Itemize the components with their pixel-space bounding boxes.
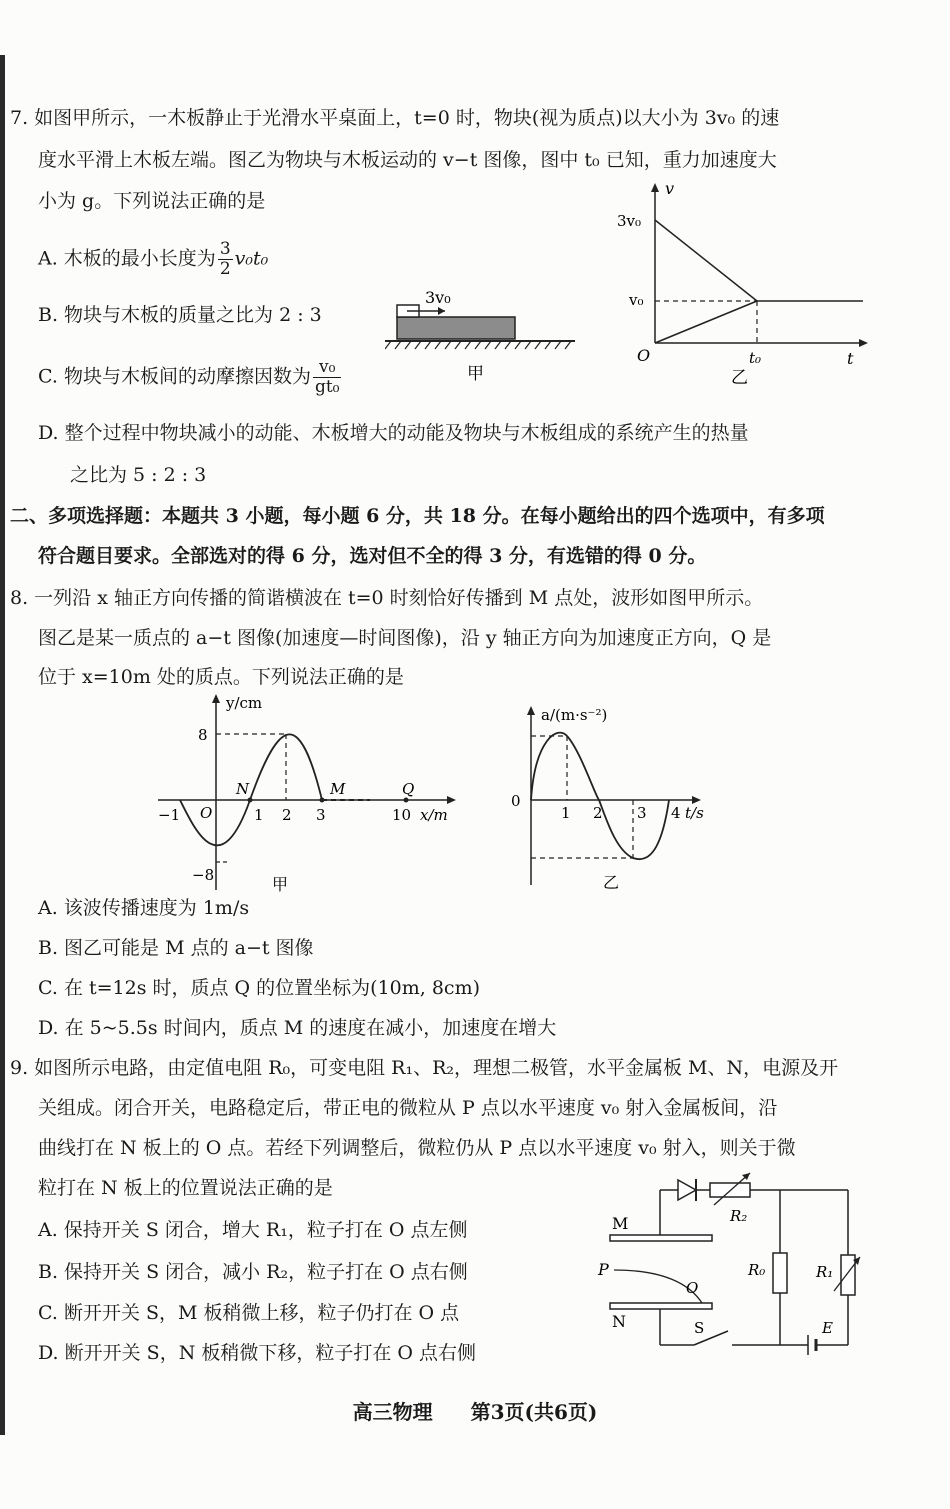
q7-t0-label: t₀ <box>749 349 762 367</box>
q7-origin-label: O <box>637 346 651 365</box>
q8b-origin-label: 0 <box>511 792 521 810</box>
q9-r1-resistor <box>841 1255 855 1295</box>
q7-stem-line-3: 小为 g。下列说法正确的是 <box>38 190 266 212</box>
q9-option-b: B. 保持开关 S 闭合，减小 R₂，粒子打在 O 点右侧 <box>38 1261 468 1283</box>
q8-y-minus-8-label: −8 <box>192 866 215 884</box>
section-2-line-1: 二、多项选择题：本题共 3 小题，每小题 6 分，共 18 分。在每小题给出的四个选项中，有多项 <box>10 505 825 527</box>
q8-x-2-label: 2 <box>282 806 292 824</box>
q7-v-axis-arrow <box>651 183 659 192</box>
q9-option-d: D. 断开开关 S，N 板稍微下移，粒子打在 O 点右侧 <box>38 1342 477 1364</box>
q9-stem-line-2: 关组成。闭合开关，电路稳定后，带正电的微粒从 P 点以水平速度 v₀ 射入金属板间，沿 <box>38 1097 778 1119</box>
q7-surface-hatching <box>385 341 571 349</box>
q9-stem-line-4: 粒打在 N 板上的位置说法正确的是 <box>38 1177 333 1199</box>
q9-diode <box>678 1180 696 1200</box>
q8b-t-1-label: 1 <box>561 804 571 822</box>
q8-point-n-label: N <box>236 780 250 798</box>
q7-v-axis-label: v <box>665 179 675 198</box>
page-footer <box>0 1396 950 1425</box>
q7-velocity-arrowhead <box>438 307 445 315</box>
q7-figure-yi <box>615 178 875 393</box>
q9-option-a: A. 保持开关 S 闭合，增大 R₁，粒子打在 O 点左侧 <box>38 1219 468 1241</box>
q7-figure-yi-label: 乙 <box>731 368 748 388</box>
q8-y-8-label: 8 <box>198 726 208 744</box>
q8-point-m <box>320 798 325 803</box>
q8-x-3-label: 3 <box>316 806 326 824</box>
q8-point-n <box>248 798 253 803</box>
q9-plate-m <box>610 1235 712 1241</box>
q8-waveform <box>180 734 322 845</box>
q8-x-minus-1-label: −1 <box>158 806 181 824</box>
q8-y-axis-arrow <box>212 694 220 703</box>
q8b-figure-label: 乙 <box>603 873 620 892</box>
q7-board <box>397 317 515 339</box>
q9-r2-label: R₂ <box>730 1207 748 1225</box>
q8b-t-2-label: 2 <box>593 804 603 822</box>
q9-battery-label: E <box>822 1319 833 1337</box>
q8-point-q-label: Q <box>402 780 415 798</box>
scan-edge <box>0 55 5 1435</box>
q8-figure-yi <box>505 700 730 895</box>
q7-block-velocity-line <box>655 220 757 301</box>
q8b-t-axis-arrow <box>692 796 701 804</box>
q8-stem-line-1: 8. 一列沿 x 轴正方向传播的简谐横波在 t=0 时刻恰好传播到 M 点处，波形如图甲所示。 <box>10 587 764 609</box>
q7-board-velocity-line <box>655 301 757 343</box>
q8-option-b: B. 图乙可能是 M 点的 a−t 图像 <box>38 937 314 959</box>
q8-option-a: A. 该波传播速度为 1m/s <box>38 897 250 919</box>
q7-option-d-line-2: 之比为 5 : 2 : 3 <box>70 464 207 486</box>
q7-option-c-text: C. 物块与木板间的动摩擦因数为 <box>38 365 311 388</box>
q8b-t-4-label: 4 <box>671 804 681 822</box>
q8-x-1-label: 1 <box>254 806 264 824</box>
q8b-a-axis-label: a/(m·s⁻²) <box>541 706 608 724</box>
q7-figure-jia <box>385 285 585 390</box>
q8-figure-jia <box>150 690 470 900</box>
q7-stem-line-1: 7. 如图甲所示，一木板静止于光滑水平桌面上，t=0 时，物块(视为质点)以大小为 3v₀ 的速 <box>10 107 780 129</box>
q7-option-c <box>38 358 343 397</box>
q7-stem-line-2: 度水平滑上木板左端。图乙为物块与木板运动的 v−t 图像，图中 t₀ 已知，重力加速度大 <box>38 149 777 171</box>
q8-x-axis-arrow <box>447 796 456 804</box>
q8-x-axis-label: x/m <box>420 806 448 824</box>
footer-page-number: 第3页(共6页) <box>470 1400 598 1424</box>
q9-stem-line-1: 9. 如图所示电路，由定值电阻 R₀，可变电阻 R₁、R₂，理想二极管，水平金属板 M、N，电源及开 <box>10 1057 839 1079</box>
q8-stem-line-2: 图乙是某一质点的 a−t 图像(加速度—时间图像)，沿 y 轴正方向为加速度正方向，Q 是 <box>38 627 772 649</box>
q9-point-p-label: P <box>598 1260 609 1279</box>
q9-r1-label: R₁ <box>816 1263 834 1281</box>
q9-point-o-label: O <box>686 1279 699 1297</box>
q8b-acceleration-curve <box>531 733 669 860</box>
section-2-line-2: 符合题目要求。全部选对的得 6 分，选对但不全的得 3 分，有选错的得 0 分。 <box>38 545 707 567</box>
q7-option-b: B. 物块与木板的质量之比为 2 : 3 <box>38 304 322 326</box>
q9-plate-n-label: N <box>612 1312 626 1331</box>
q8b-a-axis-arrow <box>527 706 535 715</box>
q7-option-c-fraction: $\frac{\text{v₀}}{\text{gt₀}}$ <box>314 357 340 397</box>
q9-switch-label: S <box>694 1319 705 1337</box>
q8-option-c: C. 在 t=12s 时，质点 Q 的位置坐标为(10m, 8cm) <box>38 977 481 999</box>
q8-option-d: D. 在 5~5.5s 时间内，质点 M 的速度在减小，加速度在增大 <box>38 1017 557 1039</box>
q9-r0-resistor <box>773 1253 787 1293</box>
q7-t-axis-arrow <box>859 339 868 347</box>
footer-subject: 高三物理 <box>352 1400 433 1424</box>
q7-v0-label: v₀ <box>629 291 644 309</box>
q8-stem-line-3: 位于 x=10m 处的质点。下列说法正确的是 <box>38 666 404 688</box>
q7-t-axis-label: t <box>847 349 854 368</box>
q8-point-q <box>404 798 409 803</box>
q7-option-a-fraction: $\frac{3}{2}$ <box>219 239 231 279</box>
q9-r0-label: R₀ <box>748 1261 766 1279</box>
q9-plate-m-label: M <box>612 1214 629 1233</box>
q7-velocity-label: 3v₀ <box>425 288 451 307</box>
q7-option-d-line-1: D. 整个过程中物块减小的动能、木板增大的动能及物块与木板组成的系统产生的热量 <box>38 422 749 444</box>
q8-origin-label: O <box>200 804 213 822</box>
q8-y-axis-label: y/cm <box>226 694 263 712</box>
q9-plate-n <box>610 1303 712 1309</box>
q8b-t-3-label: 3 <box>637 804 647 822</box>
q7-option-a <box>38 240 268 279</box>
q7-option-a-tail: v₀t₀ <box>234 247 269 270</box>
q8-figure-jia-label: 甲 <box>272 875 289 894</box>
q7-figure-jia-label: 甲 <box>467 364 484 384</box>
q8b-t-axis-label: t/s <box>685 804 704 822</box>
q9-stem-line-3: 曲线打在 N 板上的 O 点。若经下列调整后，微粒仍从 P 点以水平速度 v₀ 射入，则关于微 <box>38 1137 796 1159</box>
q8-x-10-label: 10 <box>392 806 412 824</box>
q7-option-a-text: A. 木板的最小长度为 <box>38 247 216 270</box>
q8-point-m-label: M <box>330 780 346 798</box>
q9-circuit <box>590 1165 865 1360</box>
q9-option-c: C. 断开开关 S，M 板稍微上移，粒子仍打在 O 点 <box>38 1302 460 1324</box>
q7-3v0-label: 3v₀ <box>617 212 642 230</box>
